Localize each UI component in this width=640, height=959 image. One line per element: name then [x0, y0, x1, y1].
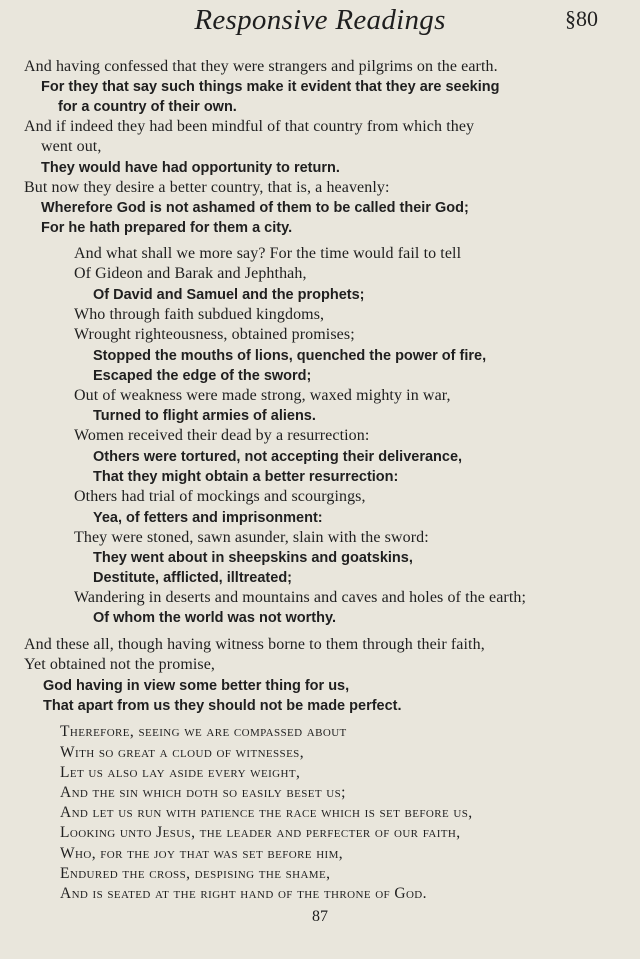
reading-line-people: Yea, of fetters and imprisonment:: [93, 510, 323, 526]
reading-line-people: for a country of their own.: [58, 99, 237, 115]
reading-line-leader: Women received their dead by a resurrection:: [74, 427, 370, 444]
reading-line-people: Others were tortured, not accepting their deliverance,: [93, 449, 463, 465]
reading-line-unison: And is seated at the right hand of the throne of God.: [60, 885, 427, 902]
reading-line-people: Destitute, afflicted, illtreated;: [93, 570, 293, 586]
reading-line-people: Stopped the mouths of lions, quenched the power of fire,: [93, 348, 487, 364]
reading-line-people: Escaped the edge of the sword;: [93, 368, 312, 384]
reading-line-leader: Wandering in deserts and mountains and caves and holes of the earth;: [74, 589, 527, 606]
reading-line-unison: Endured the cross, despising the shame,: [60, 865, 331, 882]
reading-line-leader: Others had trial of mockings and scourgings,: [74, 488, 366, 505]
reading-line-leader: Who through faith subdued kingdoms,: [74, 306, 325, 323]
page-number: 87: [312, 908, 328, 925]
reading-line-people: Wherefore God is not ashamed of them to be called their God;: [41, 200, 469, 216]
reading-line-unison: Who, for the joy that was set before him,: [60, 845, 344, 862]
reading-line-leader: Out of weakness were made strong, waxed mighty in war,: [74, 387, 451, 404]
reading-line-leader: But now they desire a better country, that is, a heavenly:: [24, 179, 390, 196]
reading-line-leader: And if indeed they had been mindful of that country from which they: [24, 118, 475, 135]
reading-line-people: That apart from us they should not be made perfect.: [43, 698, 402, 714]
reading-line-people: Of David and Samuel and the prophets;: [93, 287, 365, 303]
reading-line-leader: And having confessed that they were strangers and pilgrims on the earth.: [24, 58, 498, 75]
reading-line-leader: Of Gideon and Barak and Jephthah,: [74, 265, 307, 282]
reading-line-people: Of whom the world was not worthy.: [93, 610, 337, 626]
reading-line-unison: Let us also lay aside every weight,: [60, 764, 301, 781]
reading-line-leader: went out,: [41, 138, 102, 155]
section-number: §80: [565, 6, 598, 31]
reading-line-people: That they might obtain a better resurrection:: [93, 469, 399, 485]
reading-line-leader: And these all, though having witness borne to them through their faith,: [24, 636, 485, 653]
reading-line-leader: Wrought righteousness, obtained promises;: [74, 326, 355, 343]
reading-line-leader: Yet obtained not the promise,: [24, 656, 216, 673]
reading-line-leader: They were stoned, sawn asunder, slain with the sword:: [74, 529, 429, 546]
reading-line-people: For he hath prepared for them a city.: [41, 220, 293, 236]
reading-line-unison: And let us run with patience the race which is set before us,: [60, 804, 473, 821]
reading-line-people: They went about in sheepskins and goatskins,: [93, 550, 413, 566]
reading-line-unison: Therefore, seeing we are compassed about: [60, 723, 347, 740]
reading-line-unison: With so great a cloud of witnesses,: [60, 744, 304, 761]
reading-line-people: For they that say such things make it evident that they are seeking: [41, 79, 500, 95]
reading-line-people: They would have had opportunity to return.: [41, 160, 340, 176]
reading-line-people: God having in view some better thing for us,: [43, 678, 350, 694]
reading-line-unison: Looking unto Jesus, the leader and perfecter of our faith,: [60, 824, 461, 841]
reading-line-unison: And the sin which doth so easily beset us;: [60, 784, 346, 801]
page-title: Responsive Readings: [194, 4, 446, 36]
reading-line-leader: And what shall we more say? For the time would fail to tell: [74, 245, 462, 262]
reading-line-people: Turned to flight armies of aliens.: [93, 408, 316, 424]
